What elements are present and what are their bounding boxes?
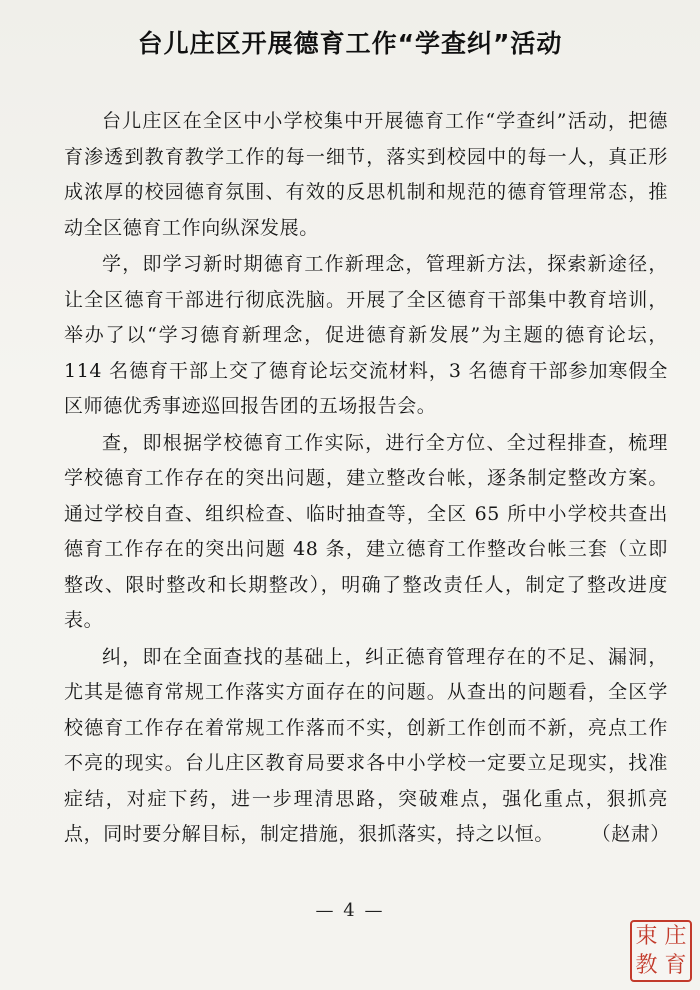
- article-body: [64, 104, 668, 853]
- article-title: 台儿庄区开展德育工作“学查纠”活动: [137, 29, 563, 58]
- paragraph-correct: [64, 640, 668, 853]
- red-seal-stamp: [630, 920, 692, 982]
- seal-char: 教: [635, 952, 658, 978]
- seal-char: 庄: [664, 923, 687, 949]
- page-number: — 4 —: [315, 900, 385, 921]
- paragraph-intro: 台儿庄区在全区中小学校集中开展德育工作“学查纠”活动，把德育渗透到教育教学工作的每一细节，落实到校园中的每一人，真正形成浓厚的校园德育氛围、有效的反思机制和规范的德育管理常态，推动全区德育工作向纵深发展。: [64, 110, 668, 239]
- seal-char: 育: [664, 952, 687, 978]
- author-signature: （赵肃）: [591, 823, 670, 845]
- paragraph-check: 查，即根据学校德育工作实际，进行全方位、全过程排查，梳理学校德育工作存在的突出问题，建立整改台帐，逐条制定整改方案。通过学校自查、组织检查、临时抽查等，全区 65 所中小学校共查出德育工作存在的突出问题 48 条，建立德育工作整改台帐三套（立即整改、限时整改和长期整改），明确了整改责任人，制定了整改进度表。: [64, 431, 668, 631]
- seal-char: 束: [635, 923, 658, 949]
- paragraph-learn: 学，即学习新时期德育工作新理念，管理新方法，探索新途径，让全区德育干部进行彻底洗脑。开展了全区德育干部集中教育培训，举办了以“学习德育新理念，促进德育新发展”为主题的德育论坛，114 名德育干部上交了德育论坛交流材料，3 名德育干部参加寒假全区师德优秀事迹巡回报告团的五场报告会。: [64, 253, 668, 417]
- paragraph-correct-text: 纠，即在全面查找的基础上，纠正德育管理存在的不足、漏洞，尤其是德育常规工作落实方面存在的问题。从查出的问题看，全区学校德育工作存在着常规工作落而不实，创新工作创而不新，亮点工作不亮的现实。台儿庄区教育局要求各中小学校一定要立足现实，找准症结，对症下药，进一步理清思路，突破难点，强化重点，狠抓亮点，同时要分解目标，制定措施，狠抓落实，持之以恒。: [64, 645, 668, 845]
